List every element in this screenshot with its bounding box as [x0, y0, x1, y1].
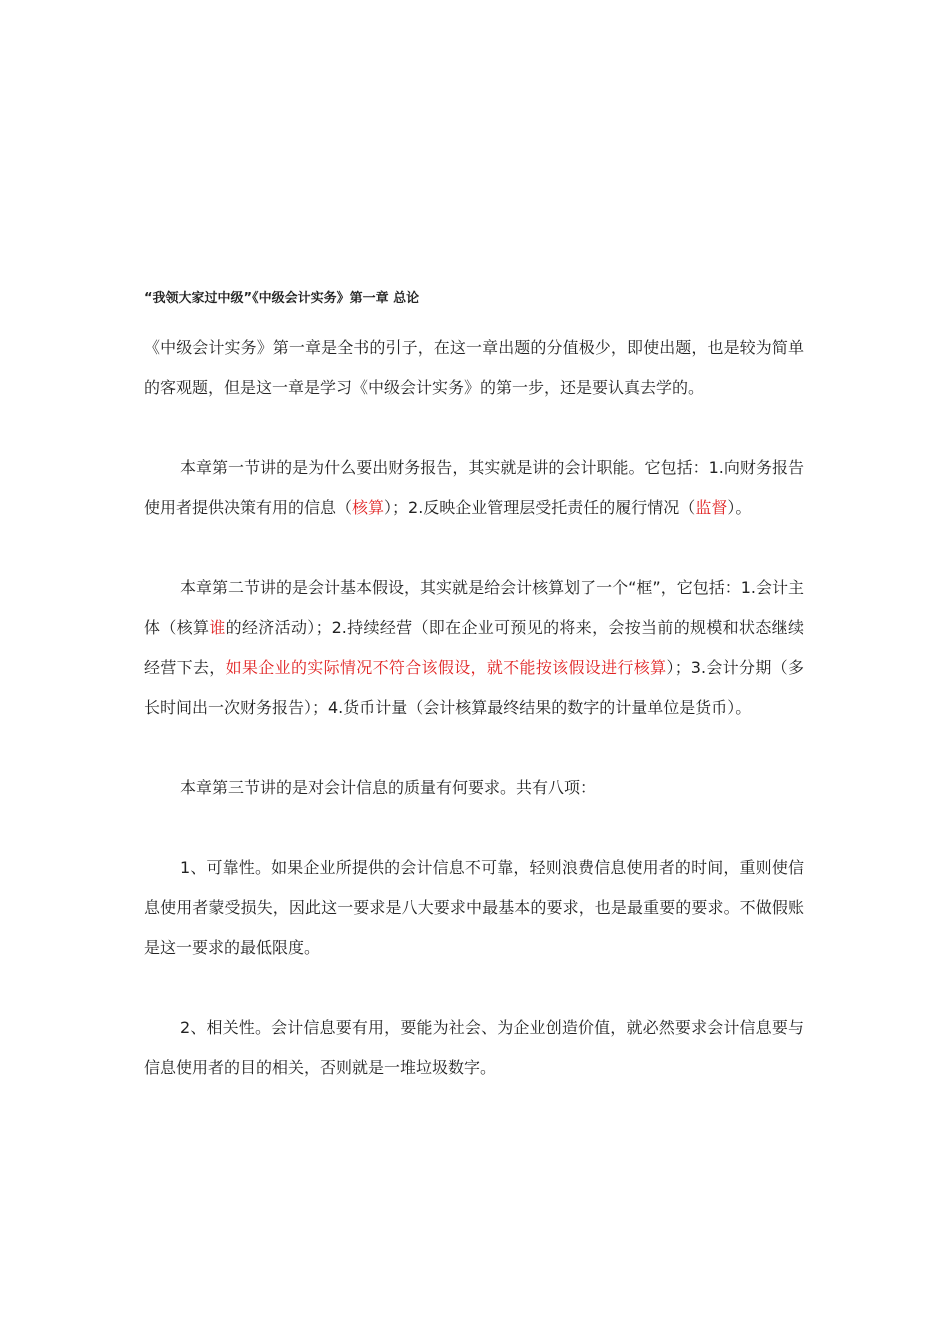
- paragraph-spacer: [144, 408, 804, 448]
- paragraph-spacer: [144, 808, 804, 848]
- section2-highlight-condition: 如果企业的实际情况不符合该假设，就不能按该假设进行核算: [225, 658, 667, 677]
- section2-highlight-shui: 谁: [209, 618, 226, 637]
- item2-relevance-paragraph: 2、相关性。会计信息要有用，要能为社会、为企业创造价值，就必然要求会计信息要与信息使用者的目的相关，否则就是一堆垃圾数字。: [144, 1018, 804, 1077]
- section1-paragraph: [144, 448, 804, 528]
- section2-text-2: 的经济活动）；2.持续经营（即在企业可预见的将来，会按当前的规模和状态继续经营下去，: [144, 618, 804, 677]
- intro-paragraph: 《中级会计实务》第一章是全书的引子，在这一章出题的分值极少，即使出题，也是较为简单的客观题，但是这一章是学习《中级会计实务》的第一步，还是要认真去学的。: [144, 338, 804, 397]
- section1-highlight-hesuan: 核算: [352, 498, 385, 517]
- item1-reliability-paragraph: 1、可靠性。如果企业所提供的会计信息不可靠，轻则浪费信息使用者的时间，重则使信息使用者蒙受损失，因此这一要求是八大要求中最基本的要求，也是最重要的要求。不做假账是这一要求的最低限度。: [144, 858, 804, 957]
- section2-text-3: ）；3.会计分期（多长时间出一次财务报告）；4.货币计量（会计核算最终结果的数字的计量单位是货币）。: [144, 658, 804, 717]
- document-body: [144, 288, 804, 1088]
- paragraph-spacer: [144, 968, 804, 1008]
- paragraph-spacer: [144, 728, 804, 768]
- section3-intro-paragraph: 本章第三节讲的是对会计信息的质量有何要求。共有八项：: [180, 778, 597, 797]
- section1-text-2: ）；2.反映企业管理层受托责任的履行情况（: [384, 498, 696, 517]
- paragraph-spacer: [144, 528, 804, 568]
- section1-highlight-jiandu: 监督: [695, 498, 728, 517]
- section1-text-1: 本章第一节讲的是为什么要出财务报告，其实就是讲的会计职能。它包括：1.向财务报告使用者提供决策有用的信息（: [144, 458, 804, 517]
- section2-paragraph: [144, 568, 804, 728]
- document-title: “我领大家过中级”《中级会计实务》第一章 总论: [144, 291, 420, 306]
- section1-text-3: ）。: [727, 498, 752, 517]
- section2-text-1: 本章第二节讲的是会计基本假设，其实就是给会计核算划了一个“框”，它包括：1.会计主体（核算: [144, 578, 804, 637]
